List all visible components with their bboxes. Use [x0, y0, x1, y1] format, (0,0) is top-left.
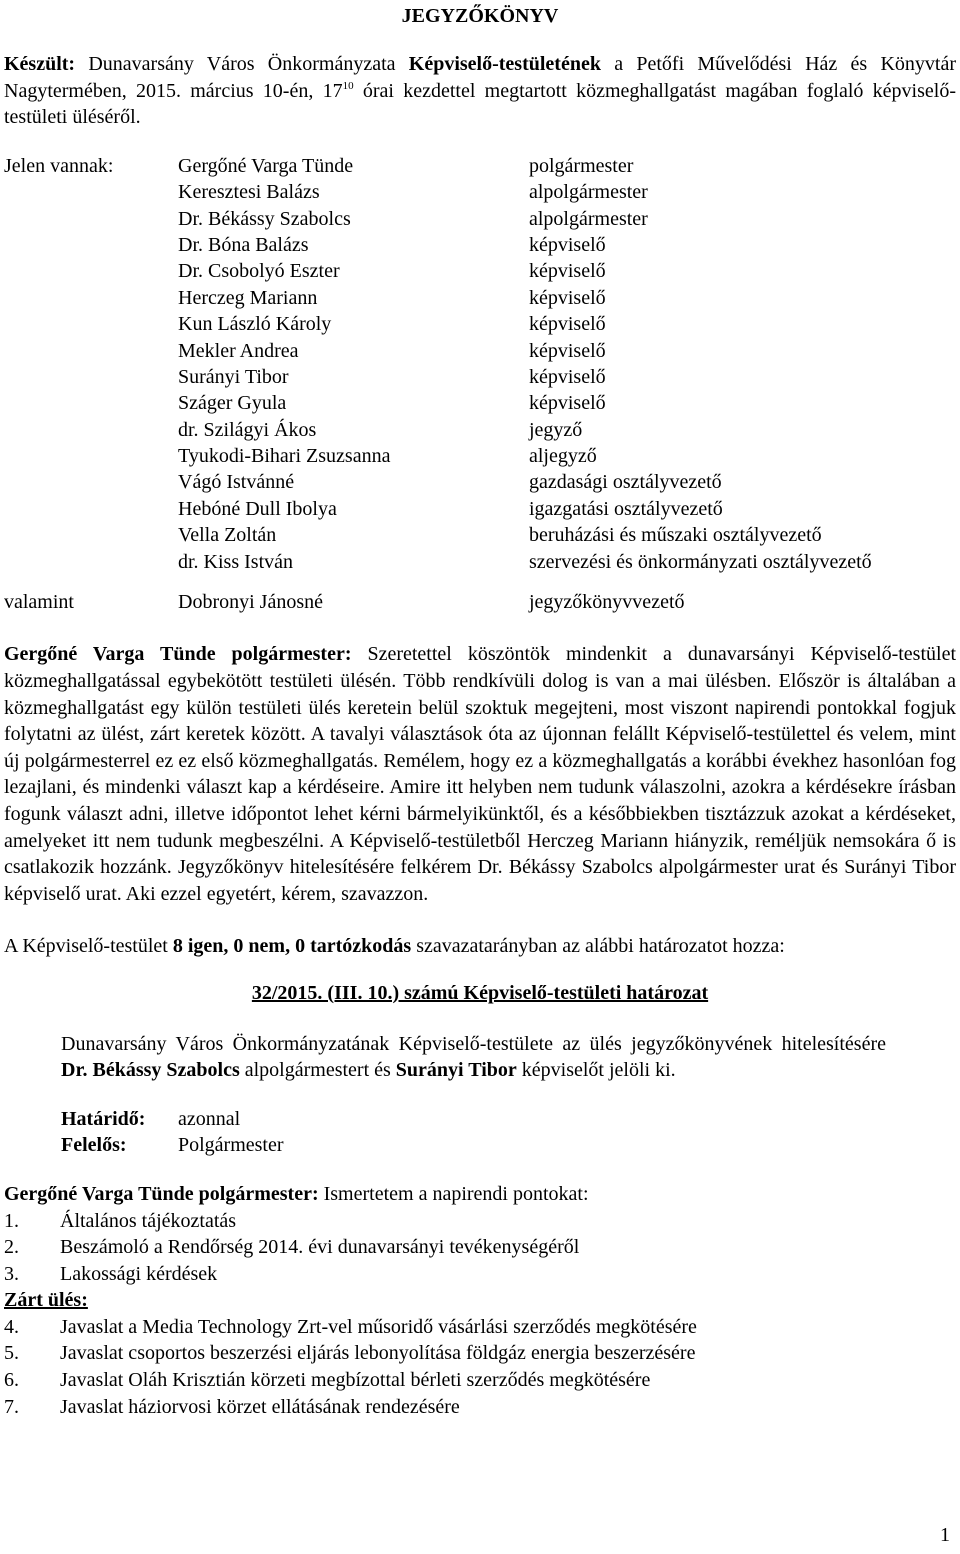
- agenda-item-number: 4.: [4, 1315, 19, 1338]
- attendee-role: aljegyző: [529, 445, 597, 468]
- attendee-row: [4, 311, 956, 337]
- deadline-value: azonnal: [178, 1107, 241, 1130]
- agenda-item-number: 7.: [4, 1395, 19, 1418]
- attendees-list: [4, 153, 956, 575]
- attendees-label: [4, 338, 178, 364]
- attendees-label: [4, 179, 178, 205]
- attendee-row: [4, 469, 956, 495]
- attendee-name: Dr. Bóna Balázs: [178, 233, 309, 256]
- attendee-role: alpolgármester: [529, 181, 648, 204]
- speech-text-2: Ismertetem a napirendi pontokat:: [318, 1182, 589, 1205]
- attendee-name: Vágó Istvánné: [178, 471, 295, 494]
- attendees-label: [4, 364, 178, 390]
- also-role: jegyzőkönyvvezető: [529, 591, 685, 614]
- vote-line: [4, 933, 956, 960]
- attendee-name: Herczeg Mariann: [178, 286, 318, 309]
- vote-post: szavazatarányban az alábbi határozatot hozza:: [411, 935, 785, 958]
- agenda-item: [4, 1367, 956, 1394]
- attendee-role: képviselő: [529, 365, 606, 388]
- attendee-name: Keresztesi Balázs: [178, 181, 320, 204]
- resolution-body: [61, 1031, 886, 1084]
- agenda-item-number: 5.: [4, 1342, 19, 1365]
- attendee-row: [4, 549, 956, 575]
- attendee-role: polgármester: [529, 154, 634, 177]
- attendee-name: Dr. Csobolyó Eszter: [178, 260, 340, 283]
- attendees-label: [4, 469, 178, 495]
- resolution-text-1: Dunavarsány Város Önkormányzatának Képviselő-testülete az ülés jegyzőkönyvének hitelesítésére: [61, 1032, 886, 1055]
- attendees-label: [4, 417, 178, 443]
- attendee-row: [4, 417, 956, 443]
- deadline-label: Határidő:: [61, 1107, 146, 1130]
- resolution-text-3: képviselőt jelöli ki.: [516, 1059, 676, 1082]
- attendee-role: képviselő: [529, 339, 606, 362]
- attendee-name: Tyukodi-Bihari Zsuzsanna: [178, 445, 391, 468]
- speech-paragraph-1: [4, 641, 956, 907]
- agenda-item-text: Javaslat a Media Technology Zrt-vel műsoridő vásárlási szerződés megkötésére: [60, 1315, 697, 1338]
- agenda-closed-list: [4, 1314, 956, 1420]
- attendee-row: [4, 285, 956, 311]
- attendee-name: Dr. Békássy Szabolcs: [178, 207, 351, 230]
- agenda-item-text: Javaslat Oláh Krisztián körzeti megbízottal bérleti szerződés megkötésére: [60, 1369, 651, 1392]
- attendee-role: képviselő: [529, 286, 606, 309]
- intro-text-2: a Petőfi Művelődési Ház és Könyvtár Nagytermében, 2015. március 10-én, 17: [4, 53, 956, 102]
- document-page: [4, 0, 956, 1420]
- agenda-item: [4, 1261, 956, 1288]
- attendees-label: [4, 443, 178, 469]
- attendee-name: Mekler Andrea: [178, 339, 299, 362]
- attendee-name: Surányi Tibor: [178, 365, 289, 388]
- attendees-label: [4, 522, 178, 548]
- resolution-text-2: alpolgármestert és: [239, 1059, 396, 1082]
- attendees-label: [4, 285, 178, 311]
- attendees-label: [4, 549, 178, 575]
- attendee-role: képviselő: [529, 260, 606, 283]
- responsible-row: [61, 1132, 956, 1159]
- attendee-role: képviselő: [529, 233, 606, 256]
- attendee-row: [4, 179, 956, 205]
- attendee-role: szervezési és önkormányzati osztályvezető: [529, 550, 872, 573]
- attendees-label: [4, 232, 178, 258]
- agenda-item-text: Javaslat háziorvosi körzet ellátásának rendezésére: [60, 1395, 460, 1418]
- attendee-name: Hebóné Dull Ibolya: [178, 497, 337, 520]
- attendees-label: [4, 206, 178, 232]
- attendee-row: [4, 206, 956, 232]
- page-number: 1: [940, 1524, 950, 1546]
- attendees-label: [4, 311, 178, 337]
- also-name: Dobronyi Jánosné: [178, 591, 323, 614]
- agenda-item: [4, 1394, 956, 1421]
- resolution-title: 32/2015. (III. 10.) számú Képviselő-testületi határozat: [251, 981, 709, 1004]
- attendee-name: Száger Gyula: [178, 392, 287, 415]
- attendee-row: [4, 338, 956, 364]
- agenda-item-number: 3.: [4, 1262, 19, 1285]
- attendee-name: Vella Zoltán: [178, 524, 277, 547]
- attendee-role: beruházási és műszaki osztályvezető: [529, 524, 822, 547]
- agenda-open-list: [4, 1208, 956, 1288]
- vote-pre: A Képviselő-testület: [4, 935, 173, 958]
- intro-text-3: órai kezdettel megtartott közmeghallgatást magában foglaló képviselő-testületi üléséről.: [4, 79, 956, 129]
- attendee-name: Kun László Károly: [178, 313, 332, 336]
- intro-text-1: Dunavarsány Város Önkormányzata: [75, 53, 409, 75]
- attendees-label: [4, 258, 178, 284]
- agenda-item: [4, 1208, 956, 1235]
- attendee-name: dr. Szilágyi Ákos: [178, 418, 317, 441]
- document-title: JEGYZŐKÖNYV: [401, 5, 559, 27]
- intro-label: Készült:: [4, 53, 76, 75]
- agenda-item-text: Beszámoló a Rendőrség 2014. évi dunavarsányi tevékenységéről: [60, 1236, 580, 1259]
- speech-text: Szeretettel köszöntök mindenkit a dunavarsányi Képviselő-testület közmeghallgatással egybekötött testületi ülésén. Több rendkívüli dolog is van a mai ülésben. Először is általában a közmeghallgatást egy külön testületi ülés keretein belül szoktuk megejteni, most viszont napirendi pontokkal fogjuk folytatni az ülést, zárt keretek között. A tavalyi választások óta az újonnan felállt Képviselő-testülettel és velem, mint új polgármesterrel ez ez első közmeghallgatás. Remélem, hogy ez a közmeghallgatás a korábbi évekhez hasonlóan fog lezajlani, és mindenki választ kap a kérdéseire. Amire itt helyben nem tudunk válaszolni, azokra a kérdésekre írásban fogunk választ adni, illetve időpontot lehet kérni bármelyikünktől, és a későbbiekben tisztázzuk azokat a kérdéseket, amelyeket itt nem tudunk megbeszélni. A Képviselő-testületből Herczeg Mariann hiányzik, reméljük nemsokára ő is csatlakozik hozzánk. Jegyzőkönyv hitelesítésére felkérem Dr. Békássy Szabolcs alpolgármester urat és Surányi Tibor képviselő urat. Aki ezzel egyetért, kérem, szavazzon.: [4, 643, 957, 905]
- speech-paragraph-2: [4, 1181, 956, 1208]
- deadline-row: [61, 1106, 956, 1133]
- agenda-item-number: 2.: [4, 1236, 19, 1259]
- attendees-label: Jelen vannak:: [4, 154, 114, 177]
- attendees-label: [4, 496, 178, 522]
- attendee-row: [4, 232, 956, 258]
- agenda-item-text: Javaslat csoportos beszerzési eljárás lebonyolítása földgáz energia beszerzésére: [60, 1342, 696, 1365]
- speaker-label: Gergőné Varga Tünde polgármester:: [4, 643, 352, 666]
- attendee-role: gazdasági osztályvezető: [529, 471, 722, 494]
- attendee-row: [4, 364, 956, 390]
- vote-result: 8 igen, 0 nem, 0 tartózkodás: [172, 935, 412, 958]
- attendee-name: dr. Kiss István: [178, 550, 293, 573]
- agenda-item-text: Lakossági kérdések: [60, 1262, 218, 1285]
- agenda-item: [4, 1234, 956, 1261]
- intro-paragraph: [4, 51, 956, 131]
- attendee-row: [4, 153, 956, 179]
- agenda-item-text: Általános tájékoztatás: [60, 1209, 237, 1232]
- attendee-row: [4, 522, 956, 548]
- attendee-row: [4, 496, 956, 522]
- responsible-label: Felelős:: [61, 1134, 127, 1157]
- intro-body-name: Képviselő-testületének: [408, 53, 601, 75]
- intro-time-sup: 10: [342, 79, 354, 92]
- attendee-role: képviselő: [529, 392, 606, 415]
- resolution-meta: [61, 1106, 956, 1159]
- speaker-label-2: Gergőné Varga Tünde polgármester:: [4, 1182, 319, 1205]
- attendee-role: képviselő: [529, 313, 606, 336]
- attendee-row: [4, 443, 956, 469]
- attendee-role: alpolgármester: [529, 207, 648, 230]
- attendee-role: igazgatási osztályvezető: [529, 497, 723, 520]
- agenda-item: [4, 1314, 956, 1341]
- attendees-label: [4, 390, 178, 416]
- attendee-row: [4, 390, 956, 416]
- resolution-name-2: Surányi Tibor: [395, 1059, 517, 1082]
- agenda-item-number: 1.: [4, 1209, 19, 1232]
- agenda-item-number: 6.: [4, 1369, 19, 1392]
- attendee-name: Gergőné Varga Tünde: [178, 154, 354, 177]
- attendee-role: jegyző: [529, 418, 583, 441]
- agenda-item: [4, 1340, 956, 1367]
- also-label: valamint: [4, 591, 74, 614]
- resolution-name-1: Dr. Békássy Szabolcs: [61, 1059, 240, 1082]
- attendee-row: [4, 258, 956, 284]
- minutes-taker-row: [4, 589, 956, 615]
- responsible-value: Polgármester: [178, 1134, 284, 1157]
- closed-session-heading: Zárt ülés:: [4, 1289, 88, 1312]
